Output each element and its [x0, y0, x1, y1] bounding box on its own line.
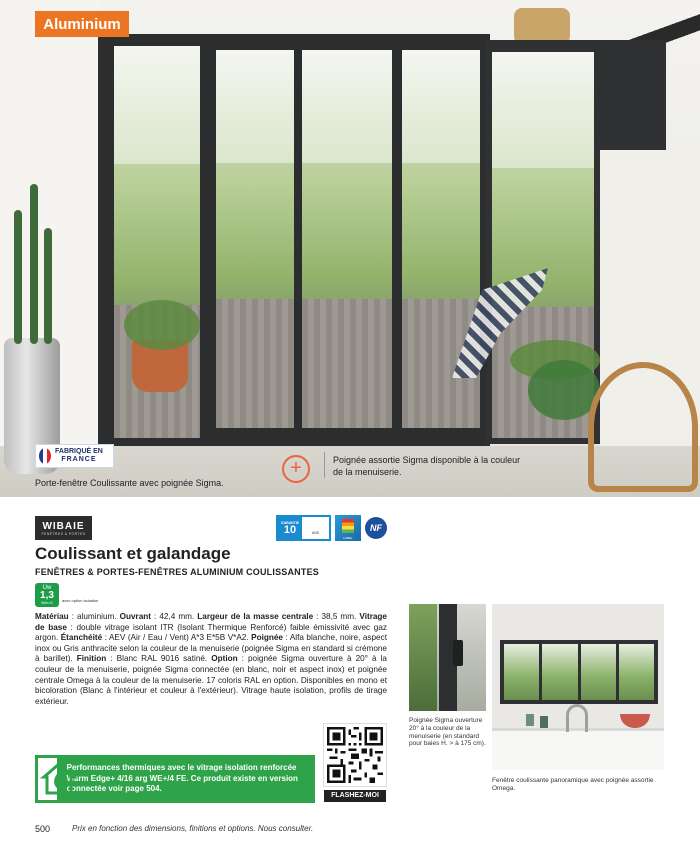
handle-callout — [282, 452, 527, 492]
spec-text: : Alfa blanche, noire, aspect inox ou Gris anthracite selon la couleur de la menuiserie (poignée Sigma en standard si crémone à barillet). — [35, 633, 387, 664]
guarantee-unit: ANS — [311, 531, 320, 535]
qr-code[interactable] — [324, 724, 386, 786]
spec-text: : aluminium. — [68, 612, 120, 621]
guarantee-badge — [276, 515, 331, 541]
omega-caption: Fenêtre coulissante panoramique avec poignée assortie Omega. — [492, 777, 654, 792]
guarantee-value: 10 — [283, 524, 297, 536]
eco-house-icon — [38, 758, 57, 800]
door-pane-2 — [216, 50, 294, 428]
brand-subtitle: FENÊTRES & PORTES — [41, 531, 86, 536]
hero-caption: Porte-fenêtre Coulissante avec poignée Sigma. — [35, 478, 224, 488]
qr-block[interactable] — [324, 724, 386, 804]
uw-label: Uw — [42, 585, 52, 591]
door-pane-3 — [302, 50, 392, 428]
uw-note: avec option isolation — [62, 598, 99, 603]
sigma-handle-photo — [409, 604, 486, 711]
spec-term: Matériau — [35, 612, 69, 621]
cactus — [44, 228, 52, 344]
spec-term: Largeur de la masse centrale — [197, 612, 314, 621]
sigma-caption: Poignée Sigma ouverture 20° à la couleur de la menuiserie (en standard pour baies H. > à 175 cm). — [409, 717, 486, 748]
spec-text: : 38,5 mm. — [313, 612, 360, 621]
spec-text: : AEV (Air / Eau / Vent) A*3 E*5B V*A2. — [102, 633, 252, 643]
country-label: FRANCE — [61, 456, 97, 463]
brand-logo — [35, 516, 92, 540]
pot-plant — [124, 300, 200, 350]
product-description — [35, 612, 387, 707]
qr-label: FLASHEZ-MOI — [324, 790, 386, 802]
uw-unit: W/m².K — [41, 601, 53, 605]
spec-text: : double vitrage isolant ITR (Isolant Thermique Renforcé) faible émissivité avec gaz argon. — [35, 622, 387, 643]
spec-text: : 42,4 mm. — [151, 612, 198, 621]
footer-note: Prix en fonction des dimensions, finitions et options. Nous consulter. — [72, 824, 314, 833]
made-in-france-badge — [35, 444, 114, 468]
spec-text: : poignée Sigma ouverture à 20° à la couleur de la menuiserie, poignée Sigma connectée (en blanc, noir et aspect inox) et poignée centrale Omega à la couleur de la menuiserie. 17 coloris RAL en option. Disponibles en mono et bicoloration (Blanc à l'intérieur et couleur à l'extérieur). Vitrage haute isolation, profils de tirage extérieur. — [35, 654, 387, 706]
product-subtitle: FENÊTRES & PORTES-FENÊTRES ALUMINIUM COULISSANTES — [35, 567, 319, 577]
guarantee-label: GARANTIE — [280, 521, 300, 525]
page-number: 500 — [35, 824, 51, 834]
uw-value: 1,3 — [40, 590, 54, 601]
spec-term: Finition — [76, 654, 107, 664]
performance-box — [35, 755, 315, 803]
spec-term: Option — [211, 654, 238, 664]
french-flag-icon — [39, 448, 51, 464]
handle-icon — [453, 640, 463, 666]
spec-term: Vitrage de base — [35, 612, 387, 632]
category-tag: Aluminium — [35, 11, 129, 37]
certification-badges — [276, 515, 387, 541]
cactus — [14, 210, 22, 344]
spec-text: : Blanc RAL 9016 satiné. — [106, 654, 212, 664]
jar — [526, 714, 534, 726]
jar — [540, 716, 548, 728]
product-title: Coulissant et galandage — [35, 544, 231, 563]
spec-term: Étanchéité — [60, 633, 103, 643]
nf-certification-icon: NF — [365, 517, 387, 539]
spec-term: Poignée — [251, 633, 283, 643]
performance-text: Performances thermiques avec le vitrage isolation renforcée Warm Edge+ 4/16 arg WE+/4 FE. Ce produit existe en version connectée voir page 504. — [66, 763, 298, 794]
uw-badge — [35, 583, 59, 607]
brand-name: WIBAIE — [42, 520, 85, 532]
spec-term: Ouvrant — [119, 612, 152, 621]
cactus — [30, 184, 38, 344]
made-in-label: FABRIQUÉ EN — [55, 448, 103, 455]
plus-icon: + — [282, 455, 310, 483]
wicker-chair — [588, 362, 698, 492]
energy-label-text: LABEL — [343, 536, 353, 540]
energy-label-icon — [335, 515, 361, 541]
panoramic-window — [500, 640, 658, 704]
kitchen-window-photo — [492, 604, 664, 770]
kitchen-tap — [566, 704, 588, 732]
callout-text: Poignée assortie Sigma disponible à la couleur de la menuiserie. — [324, 452, 527, 478]
fruit-bowl — [620, 714, 650, 728]
kitchen-counter — [492, 728, 664, 770]
